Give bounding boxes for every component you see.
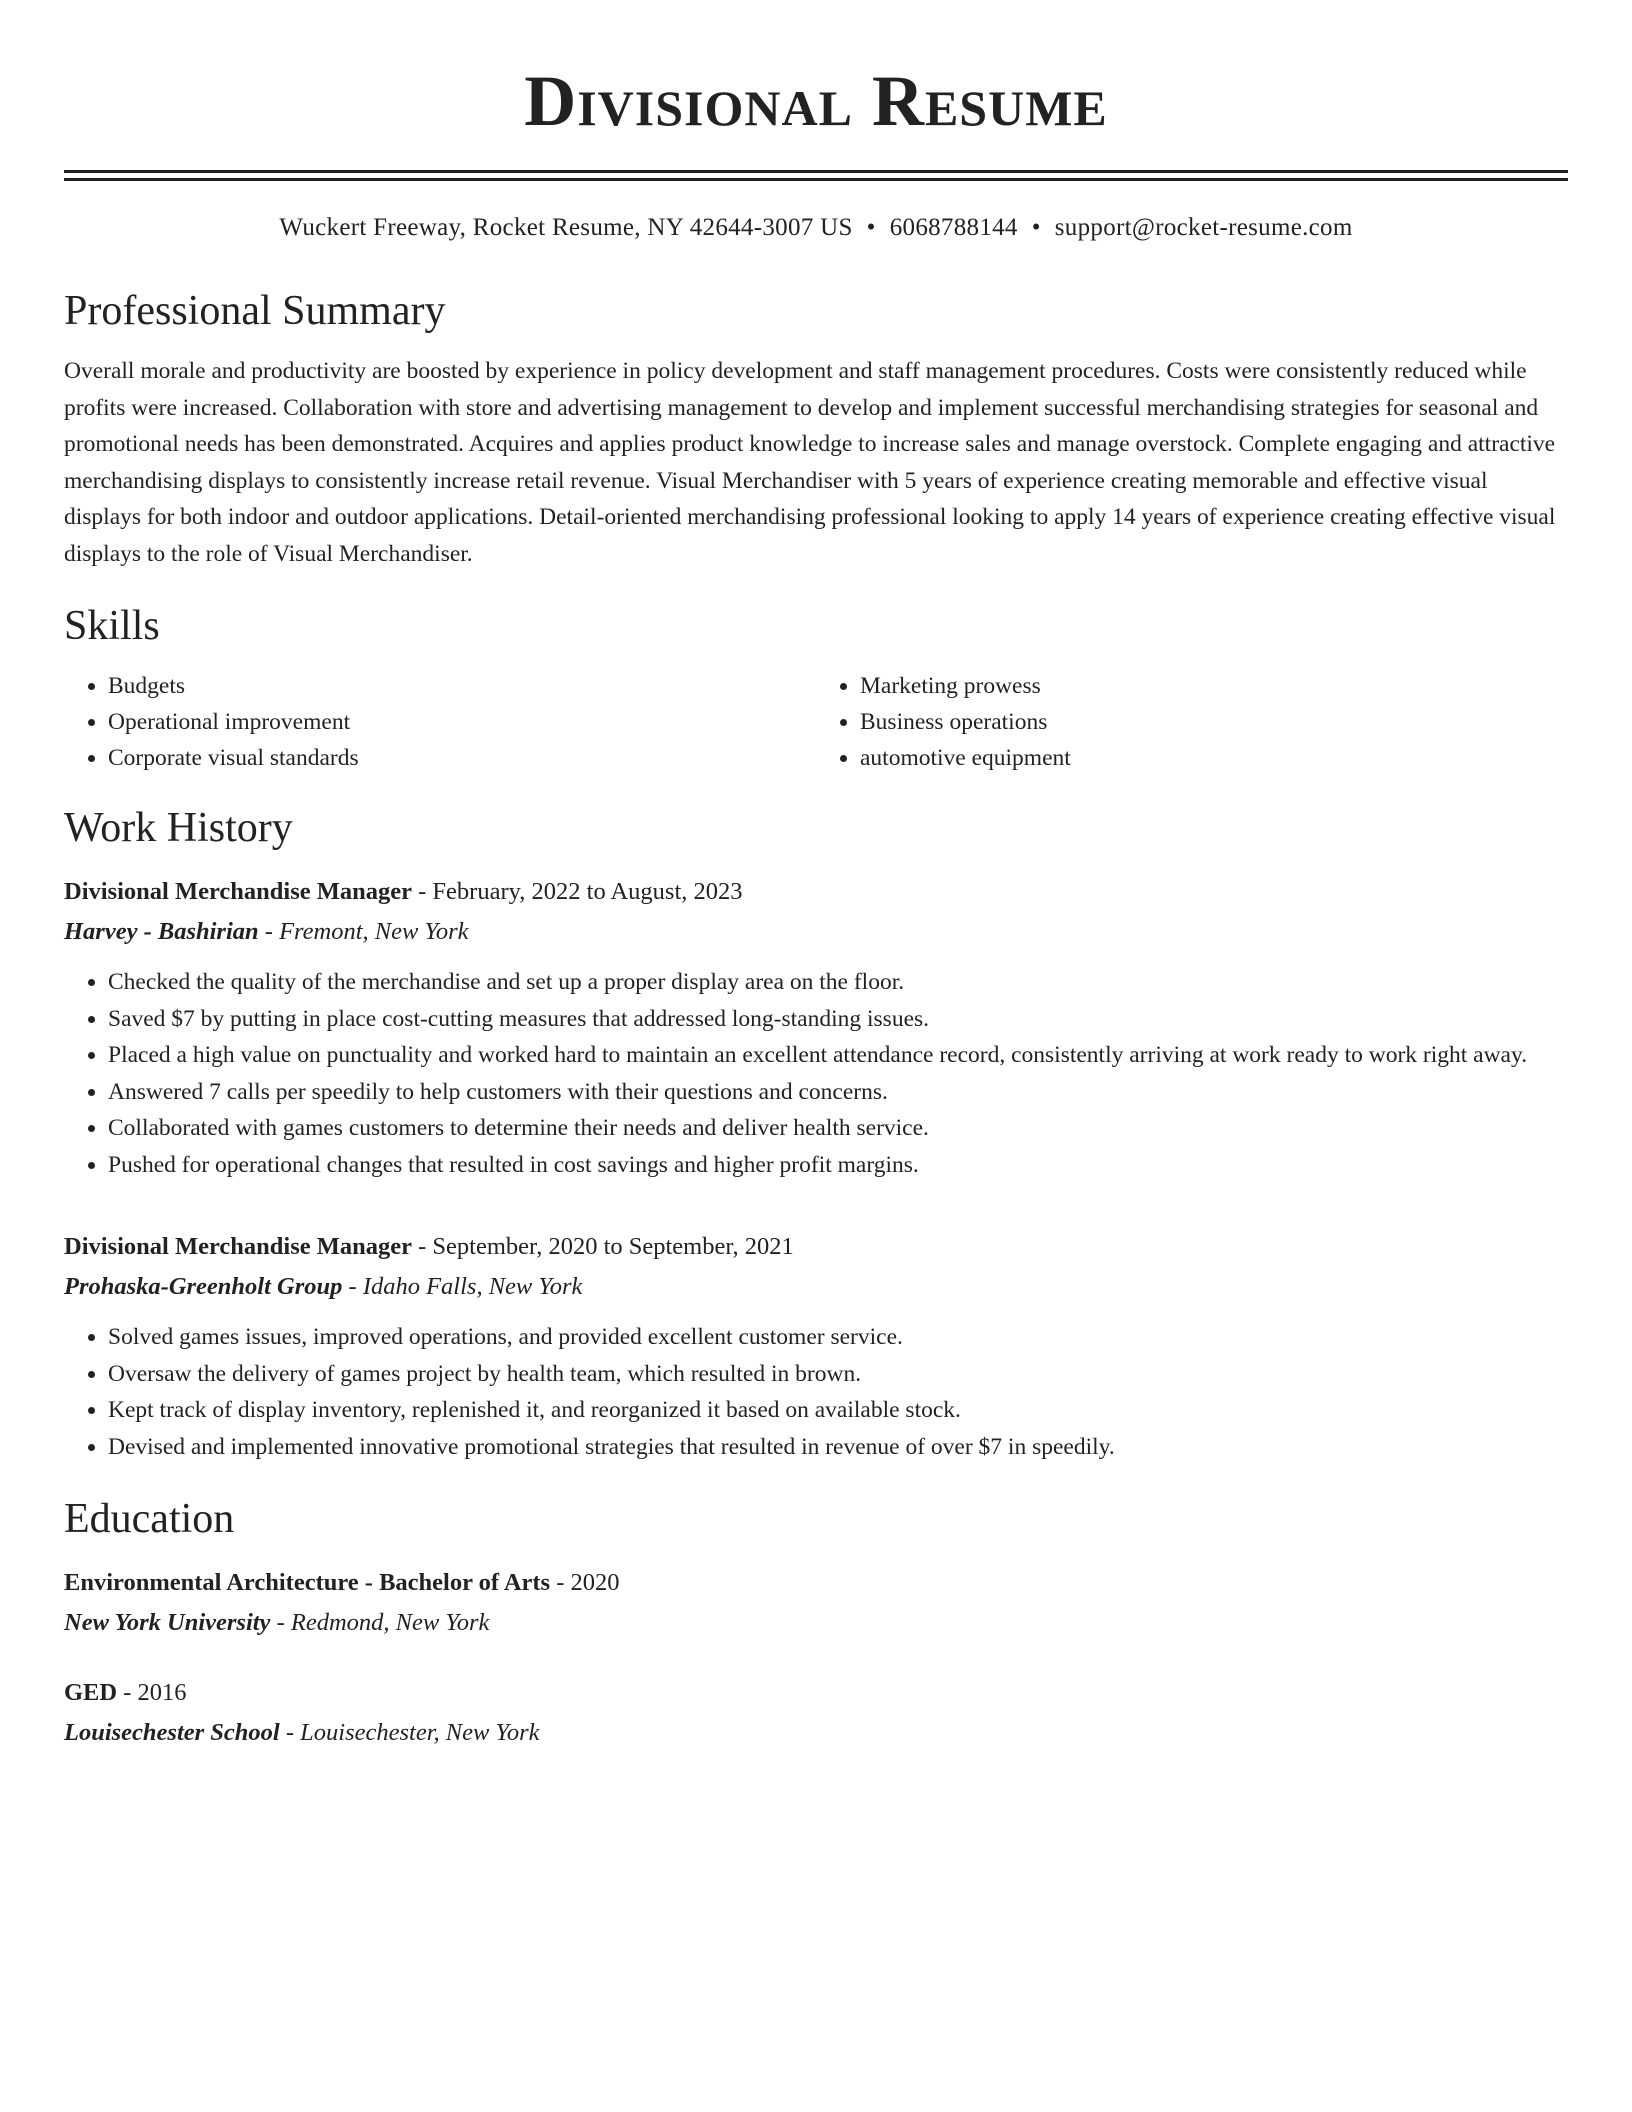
job-bullet: • Answered 7 calls per speedily to help customers with their questions and concerns. [108,1074,1568,1111]
skill-item: • Budgets [108,668,816,704]
contact-phone: 6068788144 [889,214,1018,241]
job-header: Divisional Merchandise Manager - September, 2020 to September, 2021 [64,1233,794,1260]
job-header: Divisional Merchandise Manager - February, 2022 to August, 2023 [64,878,743,905]
job-location: Fremont, New York [279,918,469,945]
job-bullets [64,1319,1568,1465]
job-company: Prohaska-Greenholt Group [64,1273,343,1300]
contact-address: Wuckert Freeway, Rocket Resume, NY 42644-3007 US [279,214,853,241]
skills-heading: Skills [64,603,160,649]
education-school-line: New York University - Redmond, New York [64,1609,490,1636]
job-bullet: • Saved $7 by putting in place cost-cutting measures that addressed long-standing issues. [108,1001,1568,1038]
skill-item: • Business operations [860,704,1568,740]
contact-line [64,211,1568,245]
education-heading: Education [64,1496,235,1542]
contact-separator: • [1031,214,1041,241]
work-history-heading: Work History [64,805,293,851]
resume-title: Divisional Resume [524,61,1108,141]
education-degree: GED [64,1679,118,1706]
job-bullet: • Oversaw the delivery of games project by health team, which resulted in brown. [108,1356,1568,1393]
education-location: Louisechester, New York [300,1719,540,1746]
education-entry [64,1673,1568,1753]
skills-list [64,668,1568,776]
job-bullets [64,964,1568,1183]
skill-item: • automotive equipment [860,740,1568,776]
job-company-line: Prohaska-Greenholt Group - Idaho Falls, New York [64,1273,583,1300]
education-header: Environmental Architecture - Bachelor of Arts - 2020 [64,1569,620,1596]
skill-item: • Operational improvement [108,704,816,740]
job-company: Harvey - Bashirian [64,918,259,945]
education-school-line: Louisechester School - Louisechester, New York [64,1719,540,1746]
job-company-line: Harvey - Bashirian - Fremont, New York [64,918,469,945]
contact-email: support@rocket-resume.com [1054,214,1353,241]
job-entry [64,1227,1568,1465]
job-bullet: • Placed a high value on punctuality and worked hard to maintain an excellent attendance record, consistently arriving at work ready to work right away. [108,1037,1568,1074]
contact-separator: • [866,214,876,241]
job-bullet: • Checked the quality of the merchandise and set up a proper display area on the floor. [108,964,1568,1001]
job-dates: September, 2020 to September, 2021 [432,1233,794,1260]
skills-column-left [64,668,816,776]
job-entry [64,872,1568,1183]
job-bullet: • Devised and implemented innovative promotional strategies that resulted in revenue of over $7 in speedily. [108,1429,1568,1466]
job-role: Divisional Merchandise Manager [64,1233,412,1260]
education-year: 2020 [570,1569,620,1596]
education-degree: Environmental Architecture - Bachelor of Arts [64,1569,551,1596]
job-bullet: • Kept track of display inventory, replenished it, and reorganized it based on available stock. [108,1392,1568,1429]
skill-item: • Marketing prowess [860,668,1568,704]
education-entry [64,1563,1568,1643]
education-school: Louisechester School [64,1719,280,1746]
job-bullet: • Solved games issues, improved operations, and provided excellent customer service. [108,1319,1568,1356]
job-bullet: • Collaborated with games customers to determine their needs and deliver health service. [108,1110,1568,1147]
title-divider [64,170,1568,181]
skills-column-right [816,668,1568,776]
education-location: Redmond, New York [290,1609,490,1636]
summary-heading: Professional Summary [64,288,446,334]
job-dates: February, 2022 to August, 2023 [432,878,743,905]
education-year: 2016 [137,1679,187,1706]
education-school: New York University [64,1609,271,1636]
job-location: Idaho Falls, New York [362,1273,583,1300]
job-role: Divisional Merchandise Manager [64,878,412,905]
job-bullet: • Pushed for operational changes that resulted in cost savings and higher profit margins. [108,1147,1568,1184]
summary-text: Overall morale and productivity are boosted by experience in policy development and staff management procedures. Costs were consistently reduced while profits were increased. Collaboration with store and advertising management to develop and implement successful merchandising strategies for seasonal and promotional needs has been demonstrated. Acquires and applies product knowledge to increase sales and manage overstock. Complete engaging and attractive merchandising displays to consistently increase retail revenue. Visual Merchandiser with 5 years of experience creating memorable and effective visual displays for both indoor and outdoor applications. Detail-oriented merchandising professional looking to apply 14 years of experience creating effective visual displays to the role of Visual Merchandiser. [64,358,1556,567]
education-header: GED - 2016 [64,1679,187,1706]
skill-item: • Corporate visual standards [108,740,816,776]
